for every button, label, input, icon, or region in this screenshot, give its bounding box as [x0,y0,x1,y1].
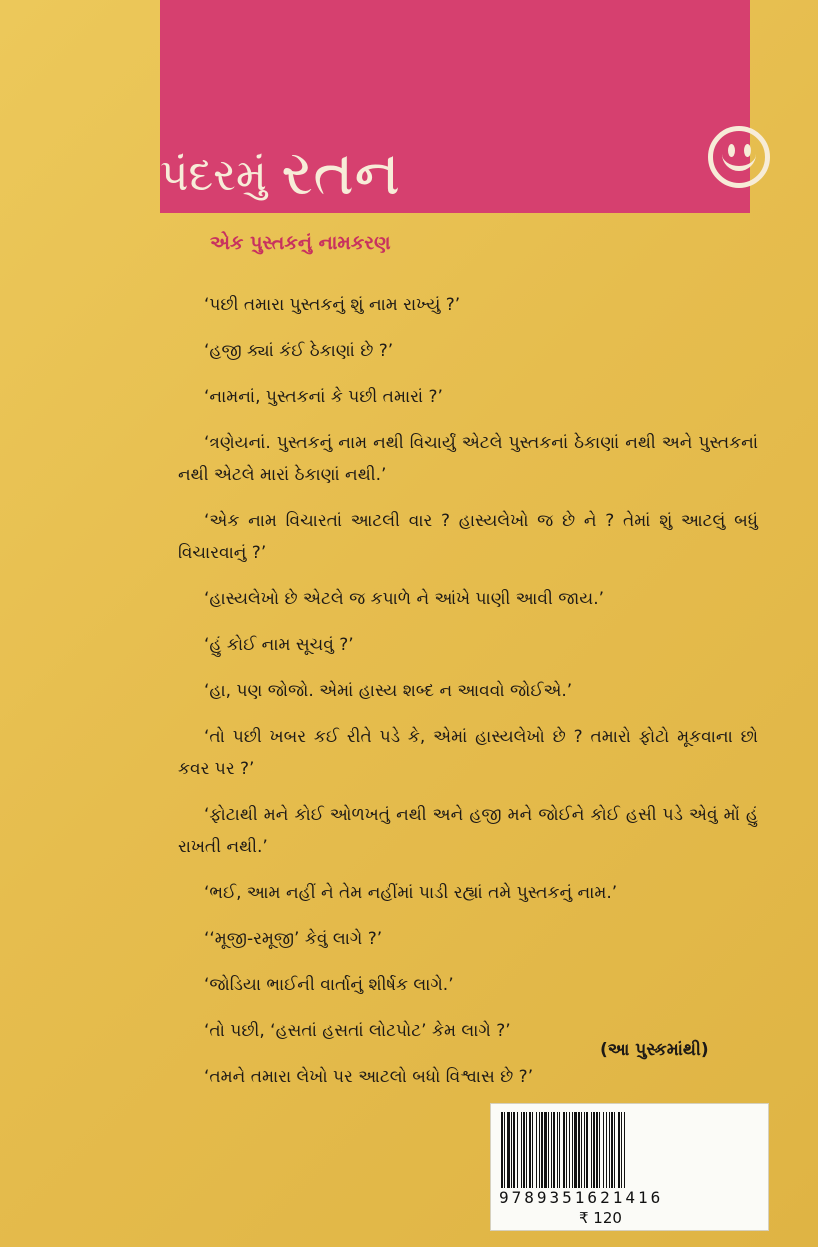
dialogue-line: ‘‘મૂજી-રમૂજી’ કેવું લાગે ?’ [204,929,383,949]
dialogue-line: ‘ત્રણેયનાં. પુસ્તકનું નામ નથી વિચાર્યું એટલે પુસ્તકનાં ઠેકાણાં નથી અને પુસ્તકનાં નથી એટલે મારાં ઠેકાણાં નથી.’ [178,433,758,485]
dialogue-line: ‘જોડિયા ભાઈની વાર્તાનું શીર્ષક લાગે.’ [204,975,454,995]
title-word-1: પંદરમું [160,150,267,201]
smiley-mouth [722,151,756,171]
dialogue-line: ‘હજી ક્યાં કંઈ ઠેકાણાં છે ?’ [204,341,394,361]
dialogue-line: ‘ભઈ, આમ નહીં ને તેમ નહીંમાં પાડી રહ્યાં તમે પુસ્તકનું નામ.’ [204,883,618,903]
isbn-number: 9789351621416 [499,1188,664,1207]
dialogue-line: ‘પછી તમારા પુસ્તકનું શું નામ રાખ્યું ?’ [204,295,461,315]
source-note: (આ પુસ્કમાંથી) [600,1040,709,1060]
dialogue-line: ‘એક નામ વિચારતાં આટલી વાર ? હાસ્યલેખો જ છે ને ? તેમાં શું આટલું બધું વિચારવાનું ?’ [178,511,758,563]
dialogue-line: ‘હા, પણ જોજો. એમાં હાસ્ય શબ્દ ન આવવો જોઈએ.’ [204,681,573,701]
dialogue-line: ‘હાસ્યલેખો છે એટલે જ કપાળે ને આંખે પાણી આવી જાય.’ [204,589,605,609]
dialogue-line: ‘તમને તમારા લેખો પર આટલો બધો વિશ્વાસ છે ?’ [204,1067,534,1087]
dialogue-line: ‘હું કોઈ નામ સૂચવું ?’ [204,635,354,655]
barcode-stripe [625,1112,627,1188]
smiley-icon [708,126,770,188]
price-label: ₹ 120 [579,1209,622,1227]
excerpt-heading: એક પુસ્તકનું નામકરણ [210,232,391,254]
title-banner [160,0,750,213]
barcode-bars [501,1112,759,1188]
dialogue-line: ‘તો પછી, ‘હસતાં હસતાં લોટપોટ’ કેમ લાગે ?’ [204,1021,511,1041]
dialogue-line: ‘ફોટાથી મને કોઈ ઓળખતું નથી અને હજી મને જોઈને કોઈ હસી પડે એવું મોં હું રાખતી નથી.’ [178,805,758,857]
excerpt-body [178,289,758,1107]
dialogue-line: ‘તો પછી ખબર કઈ રીતે પડે કે, એમાં હાસ્યલેખો છે ? તમારો ફોટો મૂકવાના છો કવર પર ?’ [178,727,758,779]
barcode-sticker [490,1103,769,1231]
dialogue-line: ‘નામનાં, પુસ્તકનાં કે પછી તમારાં ?’ [204,387,443,407]
book-title [160,136,401,209]
title-word-2: રતન [280,136,401,209]
